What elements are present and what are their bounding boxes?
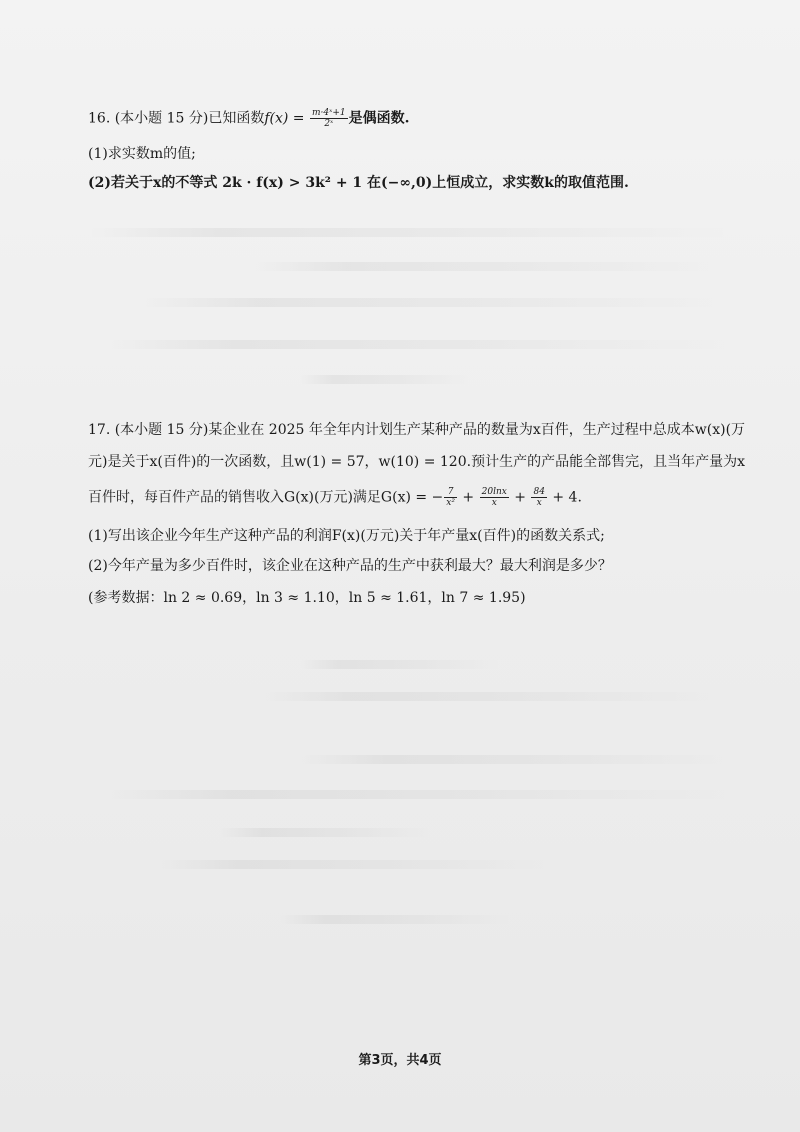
fraction-20lnx-over-x	[480, 487, 509, 508]
question-17-line-3	[88, 487, 740, 508]
bleed-through-line	[300, 755, 730, 764]
question-17-part-1: (1)写出该企业今年生产这种产品的利润F(x)(万元)关于年产量x(百件)的函数关系式;	[88, 528, 605, 544]
bleed-through-line	[110, 340, 730, 349]
question-16-intro: 16. (本小题 15 分)已知函数	[88, 110, 265, 127]
bleed-through-line	[160, 860, 550, 869]
question-16-intro-end: 是偶函数.	[348, 110, 410, 127]
bleed-through-line	[250, 262, 730, 271]
fraction-denominator: 2ˣ	[324, 119, 334, 129]
fraction-denominator: x	[536, 498, 542, 508]
bleed-through-line	[300, 375, 470, 384]
bleed-through-line	[220, 828, 430, 837]
bleed-through-line	[140, 298, 730, 307]
fraction-denominator: x	[491, 498, 497, 508]
plus-four: + 4.	[547, 489, 582, 506]
question-16-part-1: (1)求实数m的值;	[88, 146, 196, 162]
bleed-through-line	[280, 915, 510, 924]
fraction-numerator: m·4ˣ+1	[312, 108, 346, 118]
page-number: 第3页，共4页	[358, 1053, 442, 1068]
bleed-through-line	[110, 790, 730, 799]
question-17-line-2: 元)是关于x(百件)的一次函数，且w(1) = 57，w(10) = 120.预计生产的产品能全部售完，且当年产量为x	[88, 454, 745, 470]
question-16-part-2: (2)若关于x的不等式 2k · f(x) > 3k² + 1 在(−∞,0)上恒成立，求实数k的取值范围.	[88, 175, 629, 191]
bleed-through-line	[260, 692, 730, 701]
plus-sign: +	[509, 489, 531, 506]
function-lhs: f(x) =	[264, 110, 305, 127]
question-17-part-2: (2)今年产量为多少百件时，该企业在这种产品的生产中获利最大？最大利润是多少？	[88, 558, 612, 574]
question-16-stem	[88, 108, 740, 129]
fraction-numerator: 7	[444, 487, 457, 498]
question-17-line-1: 17. (本小题 15 分)某企业在 2025 年全年内计划生产某种产品的数量为x百件，生产过程中总成本w(x)(万	[88, 422, 746, 438]
bleed-through-line	[300, 660, 500, 669]
fraction-84-over-x	[531, 487, 546, 508]
fraction-f	[310, 108, 348, 129]
fraction-7-over-x2	[444, 487, 457, 508]
reference-data: (参考数据：ln 2 ≈ 0.69，ln 3 ≈ 1.10，ln 5 ≈ 1.61，ln 7 ≈ 1.95)	[88, 590, 526, 606]
bleed-through-line	[90, 228, 730, 237]
fraction-denominator: x²	[446, 498, 455, 508]
fraction-numerator: 84	[533, 487, 545, 497]
plus-sign: +	[457, 489, 479, 506]
fraction-numerator: 20lnx	[481, 487, 507, 497]
revenue-text: 百件时，每百件产品的销售收入G(x)(万元)满足G(x) = −	[88, 489, 444, 506]
